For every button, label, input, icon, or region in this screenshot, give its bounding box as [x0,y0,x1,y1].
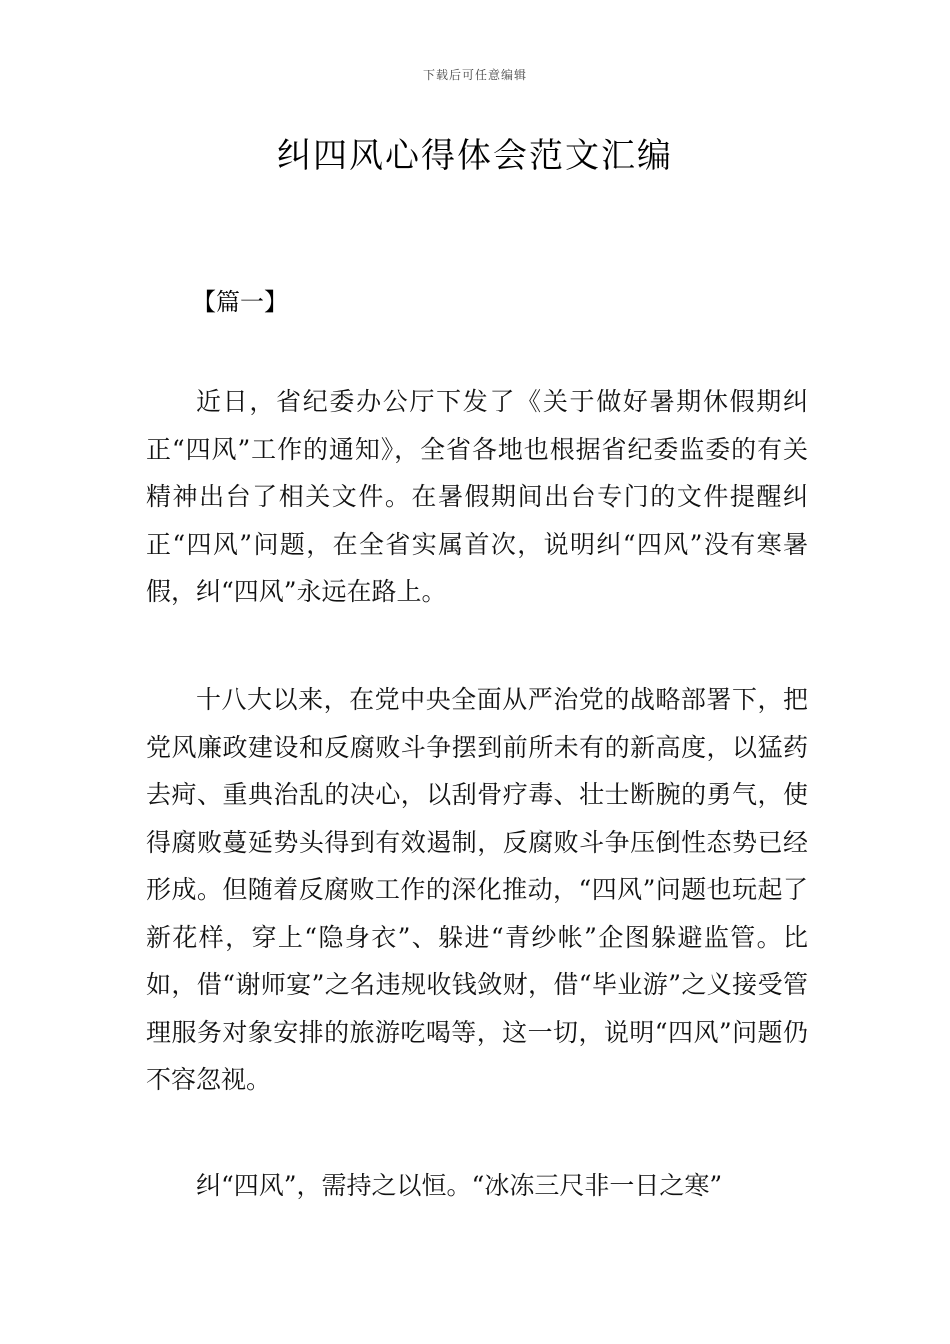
body-paragraph-1: 近日，省纪委办公厅下发了《关于做好暑期休假期纠正“四风”工作的通知》，全省各地也根据省纪委监委的有关精神出台了相关文件。在暑假期间出台专门的文件提醒纠正“四风”问题，在全省实属首次，说明纠“四风”没有寒暑假，纠“四风”永远在路上。 [146,387,808,606]
header-note: 下载后可任意编辑 [422,68,527,82]
body-paragraph-3: 纠“四风”，需持之以恒。“冰冻三尺非一日之寒” [196,1171,723,1200]
section-label: 【篇一】 [192,288,288,316]
page-title: 纠四风心得体会范文汇编 [277,136,673,176]
body-paragraph-2: 十八大以来，在党中央全面从严治党的战略部署下，把党风廉政建设和反腐败斗争摆到前所未有的新高度，以猛药去疴、重典治乱的决心，以刮骨疗毒、壮士断腕的勇气，使得腐败蔓延势头得到有效遏制，反腐败斗争压倒性态势已经形成。但随着反腐败工作的深化推动，“四风”问题也玩起了新花样，穿上“隐身衣”、躲进“青纱帐”企图躲避监管。比如，借“谢师宴”之名违规收钱敛财，借“毕业游”之义接受管理服务对象安排的旅游吃喝等，这一切，说明“四风”问题仍不容忽视。 [146,685,808,1094]
